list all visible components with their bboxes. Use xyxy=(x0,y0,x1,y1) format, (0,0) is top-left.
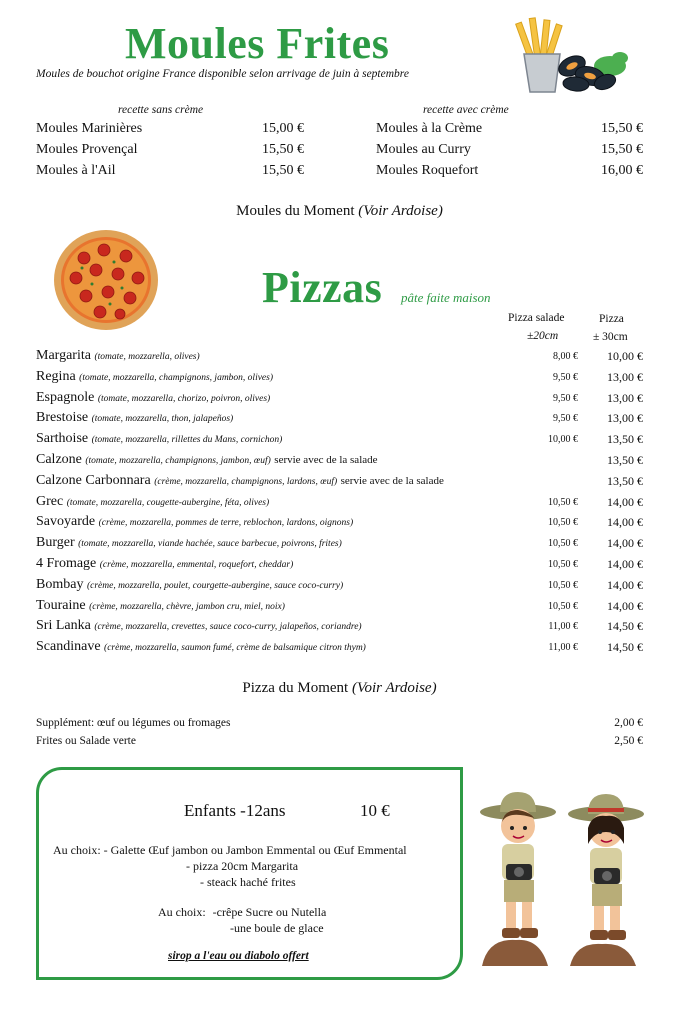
fries-mussels-icon xyxy=(510,14,630,96)
pizza-price-large: 13,00 € xyxy=(607,411,643,426)
moules-price: 15,50 € xyxy=(601,121,643,136)
pizza-col1-sub: ±20cm xyxy=(527,330,559,342)
pizza-desc: (tomate, mozzarella, olives) xyxy=(94,352,200,362)
pizza-desc: (tomate, mozzarella, viande hachée, sauce barbecue, poivrons, frites) xyxy=(78,539,342,550)
moules-name: Moules au Curry xyxy=(376,142,471,157)
pizza-price-large: 14,00 € xyxy=(607,536,643,551)
table-row xyxy=(36,452,643,472)
pizza-price-large: 14,50 € xyxy=(607,640,643,655)
pizza-price-small: 10,50 € xyxy=(548,600,578,612)
pizza-price-large: 13,50 € xyxy=(607,453,643,467)
pizzas-subtitle: pâte faite maison xyxy=(401,290,491,305)
list-item xyxy=(36,121,304,141)
pizza-price-large: 13,50 € xyxy=(607,432,643,447)
kids-price: 10 € xyxy=(360,801,390,820)
pizza-desc: (tomate, mozzarella, cougette-aubergine, féta, olives) xyxy=(66,497,270,508)
pizza-desc: (tomate, mozzarella, chorizo, poivron, olives) xyxy=(97,393,271,404)
pizza-desc: (tomate, mozzarella, rillettes du Mans, cornichon) xyxy=(91,435,283,446)
kids-offer: sirop a l'eau ou diabolo offert xyxy=(168,950,309,962)
moules-right-list xyxy=(376,121,643,185)
moules-price: 16,00 € xyxy=(601,163,643,178)
pizza-price-large: 14,00 € xyxy=(607,598,643,613)
pizza-price-small: 10,50 € xyxy=(548,496,578,508)
pizza-icon xyxy=(52,228,160,332)
kids-choice1-line: - steack haché frites xyxy=(200,875,296,889)
table-row xyxy=(36,618,643,638)
pizza-price-large: 13,00 € xyxy=(607,369,643,384)
pizza-name: Regina xyxy=(36,368,76,384)
pizza-desc: (crème, mozzarella, saumon fumé, crème de balsamique citron thym) xyxy=(104,643,366,654)
moules-left-list xyxy=(36,121,304,185)
pizza-price-small: 8,00 € xyxy=(553,351,578,362)
pizza-name: Brestoise xyxy=(36,410,89,426)
kids-menu-box xyxy=(36,767,463,980)
pizza-moment-italic: (Voir Ardoise) xyxy=(351,680,437,696)
extra-label: Frites ou Salade verte xyxy=(36,735,136,747)
pizza-desc: (crème, mozzarella, poulet, courgette-aubergine, sauce coco-curry) xyxy=(86,580,344,591)
kids-choice2-line xyxy=(158,904,448,920)
pizza-name: Calzone Carbonnara xyxy=(36,472,151,488)
pizza-price-large: 14,00 € xyxy=(607,515,643,530)
pizza-price-small: 9,50 € xyxy=(553,413,578,425)
pizza-price-large: 13,00 € xyxy=(607,390,643,405)
kids-choice1-line: - pizza 20cm Margarita xyxy=(186,859,299,873)
list-item xyxy=(36,735,643,755)
pizza-price-small: 11,00 € xyxy=(548,642,578,654)
pizza-name: 4 Fromage xyxy=(36,556,97,571)
pizza-desc: (tomate, mozzarella, thon, jalapeños) xyxy=(91,414,234,425)
table-row xyxy=(36,577,643,597)
table-row xyxy=(36,410,643,430)
pizza-col2-header: Pizza xyxy=(599,313,624,325)
table-row xyxy=(36,348,643,368)
moules-moment-text: Moules du Moment xyxy=(236,203,359,219)
pizza-col2-sub: ± 30cm xyxy=(593,331,628,343)
pizza-name: Touraine xyxy=(36,597,86,613)
pizza-price-small: 9,50 € xyxy=(553,371,578,383)
moules-title: Moules Frites xyxy=(125,19,390,68)
table-row xyxy=(36,494,643,514)
pizza-moment xyxy=(0,680,679,697)
pizza-note: servie avec de la salade xyxy=(274,454,378,466)
pizza-price-large: 14,00 € xyxy=(607,577,643,592)
pizza-price-large: 14,00 € xyxy=(607,494,643,509)
pizzas-title: Pizzas xyxy=(262,263,383,312)
moules-name: Moules à l'Ail xyxy=(36,163,116,178)
extras-list xyxy=(36,717,643,753)
pizza-name: Savoyarde xyxy=(36,514,96,530)
moules-name: Moules Marinières xyxy=(36,121,143,136)
extra-price: 2,00 € xyxy=(614,717,643,729)
pizza-price-small: 10,50 € xyxy=(548,559,578,570)
pizza-desc: (tomate, mozzarella, champignons, jambon, œuf) xyxy=(85,456,271,466)
kids-choice-1 xyxy=(53,842,453,890)
table-row xyxy=(36,473,643,493)
moules-subtitle: Moules de bouchot origine France disponible selon arrivage de juin à septembre xyxy=(36,68,409,80)
pizza-desc: (crème, mozzarella, crevettes, sauce coco-curry, jalapeños, coriandre) xyxy=(94,622,362,633)
pizza-price-large: 14,50 € xyxy=(607,619,643,634)
pizza-desc: (tomate, mozzarella, champignons, jambon, olives) xyxy=(79,372,274,383)
pizza-price-small: 11,00 € xyxy=(548,621,578,633)
pizza-name: Grec xyxy=(36,493,64,509)
moules-moment-italic: (Voir Ardoise) xyxy=(358,203,443,219)
table-row xyxy=(36,556,643,576)
pizza-price-small: 10,50 € xyxy=(548,517,578,529)
kids-choice1-line xyxy=(53,842,453,858)
list-item xyxy=(36,142,304,162)
table-row xyxy=(36,514,643,534)
kids-choice2-text: -crêpe Sucre ou Nutella xyxy=(212,905,327,919)
moules-name: Moules Provençal xyxy=(36,142,138,157)
kids-choice1-label: Au choix: xyxy=(53,843,101,857)
list-item xyxy=(376,121,643,141)
pizza-moment-text: Pizza du Moment xyxy=(242,680,352,696)
pizza-price-large: 14,00 € xyxy=(607,557,643,571)
table-row xyxy=(36,390,643,410)
list-item xyxy=(36,163,304,183)
table-row xyxy=(36,598,643,618)
pizza-price-large: 13,50 € xyxy=(607,473,643,488)
extra-price: 2,50 € xyxy=(614,735,643,747)
pizza-name: Sarthoise xyxy=(36,431,89,447)
table-row xyxy=(36,639,643,659)
table-row xyxy=(36,535,643,555)
pizza-price-small: 9,50 € xyxy=(553,392,578,404)
extra-label: Supplément: œuf ou légumes ou fromages xyxy=(36,717,231,729)
pizza-name: Margarita xyxy=(36,348,91,363)
kids-choice2-line: -une boule de glace xyxy=(230,921,324,935)
pizza-col1-header: Pizza salade xyxy=(508,312,565,324)
list-item xyxy=(376,163,643,183)
kids-title: Enfants -12ans xyxy=(184,801,286,820)
explorer-kids-illustration xyxy=(478,788,658,970)
list-item xyxy=(36,717,643,737)
pizza-price-small: 10,50 € xyxy=(548,538,578,550)
moules-price: 15,50 € xyxy=(262,142,304,157)
table-row xyxy=(36,369,643,389)
kids-choice-2 xyxy=(158,904,448,936)
moules-left-header: recette sans crème xyxy=(118,104,204,116)
pizza-name: Bombay xyxy=(36,576,84,592)
pizza-desc: (crème, mozzarella, chèvre, jambon cru, miel, noix) xyxy=(89,601,285,612)
pizza-list xyxy=(36,348,643,664)
moules-price: 15,00 € xyxy=(262,121,304,136)
pizza-price-small: 10,00 € xyxy=(548,434,578,446)
pizza-price-small: 10,50 € xyxy=(548,579,578,591)
pizza-desc: (crème, mozzarella, emmental, roquefort, cheddar) xyxy=(99,560,294,570)
moules-right-header: recette avec crème xyxy=(423,104,509,116)
table-row xyxy=(36,431,643,451)
pizza-name: Sri Lanka xyxy=(36,618,91,634)
list-item xyxy=(376,142,643,162)
moules-name: Moules Roquefort xyxy=(376,163,479,178)
pizza-name: Burger xyxy=(36,535,75,551)
pizza-name: Calzone xyxy=(36,452,82,467)
moules-name: Moules à la Crème xyxy=(376,121,483,136)
pizza-desc: (crème, mozzarella, champignons, lardons, œuf) xyxy=(154,476,338,487)
pizza-name: Espagnole xyxy=(36,389,95,405)
kids-choice1-text: - Galette Œuf jambon ou Jambon Emmental ou Œuf Emmental xyxy=(103,843,407,857)
moules-price: 15,50 € xyxy=(262,163,304,178)
pizza-desc: (crème, mozzarella, pommes de terre, reblochon, lardons, oignons) xyxy=(98,518,354,529)
moules-price: 15,50 € xyxy=(601,142,643,157)
pizza-note: servie avec de la salade xyxy=(340,474,444,487)
pizza-name: Scandinave xyxy=(36,639,101,655)
kids-choice2-label: Au choix: xyxy=(158,905,206,919)
moules-moment xyxy=(0,203,679,220)
pizza-price-large: 10,00 € xyxy=(607,349,643,363)
